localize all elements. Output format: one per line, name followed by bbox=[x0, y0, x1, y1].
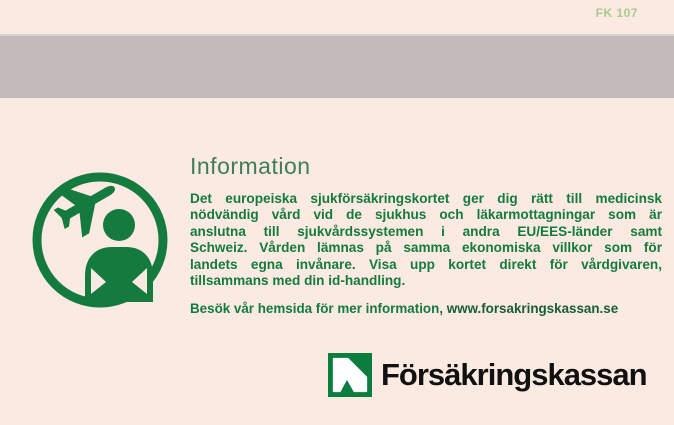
paragraph-line: Det europeiska sjukförsäkringskortet ger dig rätt till medicinsk bbox=[190, 191, 662, 206]
paragraph-line: tillsammans med din id-handling. bbox=[190, 272, 406, 288]
paragraph-line: Schweiz. Vården lämnas på samma ekonomiska villkor som för bbox=[190, 240, 662, 256]
paragraph-line: anslutna till sjukvårdssystemen i andra EU/EES-länder samt bbox=[190, 223, 662, 239]
website-note-text: Besök vår hemsida för mer information, bbox=[190, 301, 447, 316]
gray-band bbox=[0, 34, 674, 98]
information-paragraph bbox=[190, 191, 662, 289]
logo-wordmark: Försäkringskassan bbox=[381, 357, 647, 392]
paragraph-line: nödvändig vård vid de sjukhus och läkarmottagningar som är bbox=[190, 207, 662, 223]
website-url: www.forsakringskassan.se bbox=[446, 301, 619, 316]
website-note bbox=[190, 301, 662, 316]
forsakringskassan-logo bbox=[328, 353, 647, 397]
forsakringskassan-logo-mark bbox=[328, 353, 372, 397]
form-number: FK 107 bbox=[595, 6, 638, 20]
paragraph-line: landets egna invånare. Visa upp kortet direkt för vårdgivaren, bbox=[190, 256, 662, 272]
section-title: Information bbox=[190, 153, 311, 179]
traveler-with-airplane-icon bbox=[30, 170, 170, 310]
information-section bbox=[190, 153, 662, 289]
person-icon bbox=[85, 209, 153, 302]
